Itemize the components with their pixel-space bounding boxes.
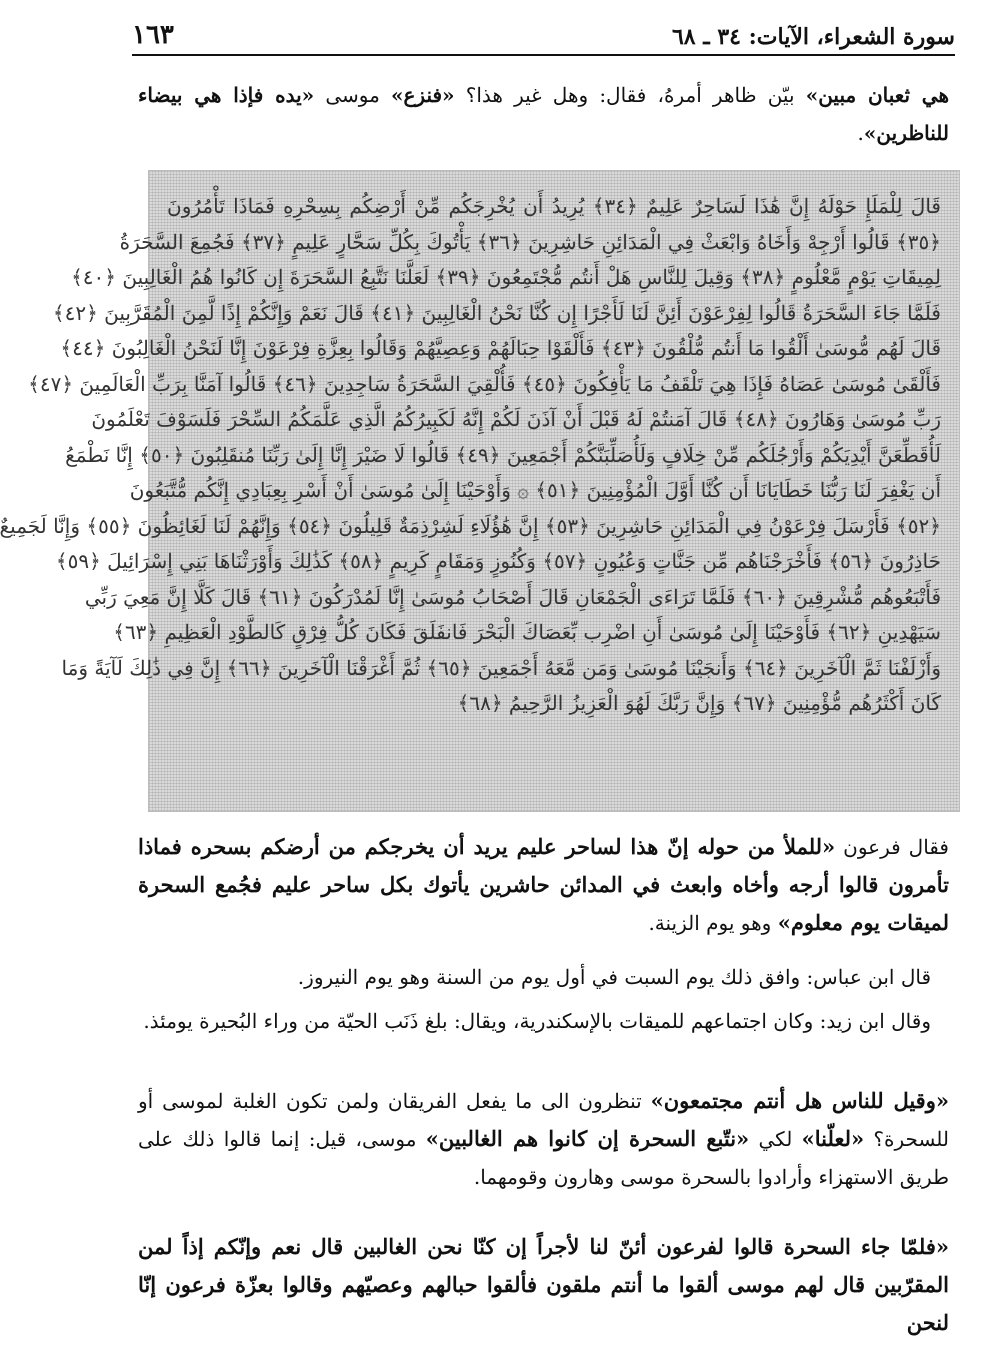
quran-line: سَيَهْدِينِ ﴿٦٢﴾ فَأَوْحَيْنَا إِلَىٰ مُوسَىٰ أَنِ اضْرِب بِّعَصَاكَ الْبَحْرَ فَانفَلَقَ فَكَانَ كُلُّ فِرْقٍ كَالطَّوْدِ الْعَظِيمِ ﴿٦٣﴾ [113,620,941,644]
quote-bold: هي ثعبان مبين» [805,83,950,107]
quran-line: فَلَمَّا جَاءَ السَّحَرَةُ قَالُوا لِفِرْعَوْنَ أَئِنَّ لَنَا لَأَجْرًا إِن كُنَّا نَحْنُ الْغَالِبِينَ ﴿٤١﴾ قَالَ نَعَمْ وَإِنَّكُمْ إِذًا لَّمِنَ الْمُقَرَّبِينَ ﴿٤٢﴾ [52,300,941,325]
quran-line: ﴿٥٢﴾ فَأَرْسَلَ فِرْعَوْنُ فِي الْمَدَائِنِ حَاشِرِينَ ﴿٥٣﴾ إِنَّ هَٰؤُلَاءِ لَشِرْذِمَةٌ قَلِيلُونَ ﴿٥٤﴾ وَإِنَّهُمْ لَنَا لَغَائِظُونَ ﴿٥٥﴾ وَإِنَّا لَجَمِيعٌ [0,513,941,538]
quote-bold: «فنزع» [390,83,455,107]
quran-line: قَالَ لَهُم مُّوسَىٰ أَلْقُوا مَا أَنتُم مُّلْقُونَ ﴿٤٣﴾ فَأَلْقَوْا حِبَالَهُمْ وَعِصِيَّهُمْ وَقَالُوا بِعِزَّةِ فِرْعَوْنَ إِنَّا لَنَحْنُ الْغَالِبُونَ ﴿٤٤﴾ [60,336,941,360]
surah-title: سورة الشعراء، الآيات: ٣٤ ـ ٦٨ [671,24,955,50]
quran-line: لَأُقَطِّعَنَّ أَيْدِيَكُمْ وَأَرْجُلَكُم مِّنْ خِلَافٍ وَلَأُصَلِّبَنَّكُمْ أَجْمَعِينَ ﴿٤٩﴾ قَالُوا لَا ضَيْرَ إِنَّا إِلَىٰ رَبِّنَا مُنقَلِبُونَ ﴿٥٠﴾ إِنَّا نَطْمَعُ [65,442,941,467]
quote-bold: «وقيل للناس هل أنتم مجتمعون» [650,1088,949,1113]
quran-line: قَالَ لِلْمَلَإِ حَوْلَهُ إِنَّ هَٰذَا لَسَاحِرٌ عَلِيمٌ ﴿٣٤﴾ يُرِيدُ أَن يُخْرِجَكُم مِّنْ أَرْضِكُم بِسِحْرِهِ فَمَاذَا تَأْمُرُونَ [167,194,941,218]
text-span: بيّن ظاهر أمرهُ، فقال: وهل غير هذا؟ [454,83,806,107]
text-span: فقال فرعون [835,835,949,859]
text-span: . [857,121,864,145]
text-span: موسى، قيل: إنما قالوا ذلك على طريق الاستهزاء وأرادوا بالسحرة موسى وهارون وقومهما. [138,1127,949,1189]
quran-line: لِمِيقَاتِ يَوْمٍ مَّعْلُومٍ ﴿٣٨﴾ وَقِيلَ لِلنَّاسِ هَلْ أَنتُم مُّجْتَمِعُونَ ﴿٣٩﴾ لَعَلَّنَا نَتَّبِعُ السَّحَرَةَ إِن كَانُوا هُمُ الْغَالِبِينَ ﴿٤٠﴾ [71,265,941,289]
text-span: تنظرون الى ما يفعل الفريقان ولمن تكون الغلبة لموسى أو للسحرة؟ [138,1089,949,1151]
intro-paragraph [138,76,949,152]
quran-line: رَبِّ مُوسَىٰ وَهَارُونَ ﴿٤٨﴾ قَالَ آمَنتُمْ لَهُ قَبْلَ أَنْ آذَنَ لَكُمْ إِنَّهُ لَكَبِيرُكُمُ الَّذِي عَلَّمَكُمُ السِّحْرَ فَلَسَوْفَ تَعْلَمُونَ [91,407,941,431]
quran-text-block [0,170,960,812]
tafsir-paragraph-5 [138,1228,949,1342]
quote-bold: «يده فإذا هي بيضاء للناظرين» [138,83,949,145]
tafsir-paragraph-4 [138,1082,949,1196]
quran-line: وَأَزْلَفْنَا ثَمَّ الْآخَرِينَ ﴿٦٤﴾ وَأَنجَيْنَا مُوسَىٰ وَمَن مَّعَهُ أَجْمَعِينَ ﴿٦٥﴾ ثُمَّ أَغْرَقْنَا الْآخَرِينَ ﴿٦٦﴾ إِنَّ فِي ذَٰلِكَ لَآيَةً وَمَا [61,655,941,680]
quran-line: أَن يَغْفِرَ لَنَا رَبُّنَا خَطَايَانَا أَن كُنَّا أَوَّلَ الْمُؤْمِنِينَ ﴿٥١﴾ ۞ وَأَوْحَيْنَا إِلَىٰ مُوسَىٰ أَنْ أَسْرِ بِعِبَادِي إِنَّكُم مُّتَّبَعُونَ [129,478,941,502]
quote-bold: «للملأ من حوله إنّ هذا لساحر عليم يريد أن يخرجكم من أرضكم بسحره فماذا تأمرون قالوا أرجه وأخاه وابعث في المدائن حاشرين يأتوك بكل ساحر عليم فجُمع السحرة لميقات يوم معلوم» [138,834,949,935]
quote-bold: «نتّبع السحرة إن كانوا هم الغالبين» [425,1126,750,1151]
quote-bold: «لعلّنا» [801,1126,865,1151]
quran-line: فَأَلْقَىٰ مُوسَىٰ عَصَاهُ فَإِذَا هِيَ تَلْقَفُ مَا يَأْفِكُونَ ﴿٤٥﴾ فَأُلْقِيَ السَّحَرَةُ سَاجِدِينَ ﴿٤٦﴾ قَالُوا آمَنَّا بِرَبِّ الْعَالَمِينَ ﴿٤٧﴾ [28,371,941,396]
text-span: موسى [314,83,391,107]
quran-line: ﴿٣٥﴾ قَالُوا أَرْجِهْ وَأَخَاهُ وَابْعَثْ فِي الْمَدَائِنِ حَاشِرِينَ ﴿٣٦﴾ يَأْتُوكَ بِكُلِّ سَحَّارٍ عَلِيمٍ ﴿٣٧﴾ فَجُمِعَ السَّحَرَةُ [119,229,941,254]
quran-line: حَاذِرُونَ ﴿٥٦﴾ فَأَخْرَجْنَاهُم مِّن جَنَّاتٍ وَعُيُونٍ ﴿٥٧﴾ وَكُنُوزٍ وَمَقَامٍ كَرِيمٍ ﴿٥٨﴾ كَذَٰلِكَ وَأَوْرَثْنَاهَا بَنِي إِسْرَائِيلَ ﴿٥٩﴾ [55,549,941,573]
page-header [132,14,955,56]
quote-bold: «فلمّا جاء السحرة قالوا لفرعون أئنّ لنا لأجراً إن كنّا نحن الغالبين قال نعم وإنّكم إذاً لمن المقرّبين قال لهم موسى ألقوا ما أنتم ملقون فألقوا حبالهم وعصيّهم وقالوا بعزّة فرعون إنّا لنحن [138,1234,949,1335]
text-span: وهو يوم الزينة. [648,911,778,935]
text-span: لكي [749,1127,802,1151]
quran-line: فَأَتْبَعُوهُم مُّشْرِقِينَ ﴿٦٠﴾ فَلَمَّا تَرَاءَى الْجَمْعَانِ قَالَ أَصْحَابُ مُوسَىٰ إِنَّا لَمُدْرَكُونَ ﴿٦١﴾ قَالَ كَلَّا إِنَّ مَعِيَ رَبِّي [84,584,941,609]
tafsir-paragraph-3: وقال ابن زيد: وكان اجتماعهم للميقات بالإسكندرية، ويقال: بلغ ذَنَب الحيّة من وراء البُحيرة يومئذ. [143,1009,931,1033]
page-number: ١٦٣ [132,20,174,50]
quran-line: كَانَ أَكْثَرُهُم مُّؤْمِنِينَ ﴿٦٧﴾ وَإِنَّ رَبَّكَ لَهُوَ الْعَزِيزُ الرَّحِيمُ ﴿٦٨﴾ [457,691,941,715]
tafsir-paragraph-1 [138,828,949,942]
tafsir-paragraph-2: قال ابن عباس: وافق ذلك يوم السبت في أول يوم من السنة وهو يوم النيروز. [297,965,931,989]
